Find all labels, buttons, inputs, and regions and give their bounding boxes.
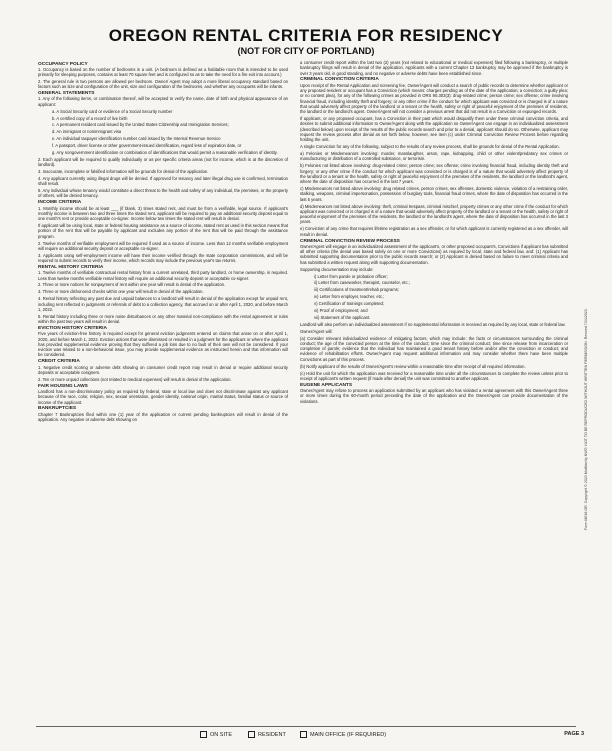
section-heading: BANKRUPTCIES bbox=[38, 406, 77, 412]
onsite-label: ON SITE bbox=[210, 731, 233, 738]
paragraph: 2. Ten or more unpaid collections (not related to medical expenses) will result in denial of the application. bbox=[38, 376, 232, 382]
right-column bbox=[300, 60, 568, 405]
document-subtitle: (NOT FOR CITY OF PORTLAND) bbox=[237, 46, 375, 56]
paragraph: 5. Rental history including three or more noise disturbances or any other material non-compliance with the rental agreement or rules within the past two years will result in denial. bbox=[38, 313, 288, 325]
document-title: OREGON RENTAL CRITERIA FOR RESIDENCY bbox=[108, 26, 504, 45]
paragraph: 3. Inaccurate, incomplete or falsified information will be grounds for denial of the application. bbox=[38, 169, 209, 175]
footer-rule bbox=[36, 726, 576, 727]
list-item: b. A certified copy of a record of live birth bbox=[52, 115, 128, 121]
list-item: d. An immigrant or nonimmigrant visa bbox=[52, 129, 122, 135]
paragraph: 1. Monthly income should be at least ___ (if blank, 3) times stated rent, and must be from a verifiable, legal source. If applicant's monthly income is between two and three times the stated rent, applicant will be required to pay an additional security deposit equal to one month's rent or provide acceptable co-signer. Income below two times the stated rent will result in denial. bbox=[38, 205, 288, 222]
paragraph: Supporting documentation may include: bbox=[300, 266, 374, 272]
left-column bbox=[38, 60, 288, 424]
paragraph: Chapter 7 Bankruptcies filed within one (1) year of the application or current pending bankruptcies will result in denial of the application. Any negative or adverse debt showing on bbox=[38, 411, 288, 423]
paragraph: Landlord has a non-discriminatory policy as required by federal, state or local law and does not discriminate against any applicant because of the race, color, religion, sex, sexual orientation, gender identity, national origin, marital status, familial status or source of income of the applicant. bbox=[38, 388, 288, 405]
paragraph: 3. Applicants using self-employment income will have their income verified through the state corporation commissions, and will be required to submit records to verify their income, which records may include the previous year's tax returns. bbox=[38, 252, 288, 264]
paragraph: b) Felonies not listed above involving: drug-related crime; person crime; sex offense; crime involving financial fraud, including identity theft and forgery; or any other crime if the conduct for which applicant was convicted or is charged is of a nature that would adversely affect property of the landlord or a tenant or the health, safety or right of peaceful enjoyment of the premises of the residents, the landlord or the landlord's agent, where the date of disposition has occurred in the last 7 years. bbox=[300, 163, 568, 185]
section-heading: OCCUPANCY POLICY bbox=[38, 61, 88, 67]
resident-label: RESIDENT bbox=[258, 731, 286, 738]
paragraph: 4. Any applicant currently using illegal drugs will be denied. If approved for tenancy and later illegal drug use is confirmed, termination shall result. bbox=[38, 175, 288, 187]
paragraph: If applicant, or any proposed occupant, has a Conviction in their past which would disqualify them under these criminal conviction criteria, and desires to submit additional information to Owner/Agent along with the application so Owner/Agent can engage in an individualized assessment (described below) upon receipt of the results of the public records search and prior to a denial, applicant should do so. Otherwise, applicant may request the review process after denial as set forth below, however, see item (c) under Criminal Conviction Review Process before regarding holding the unit. bbox=[300, 116, 568, 143]
paragraph: e) Conviction of any crime that requires lifetime registration as a sex offender, or for which applicant is currently registered as a sex offender, will result in denial. bbox=[300, 226, 568, 237]
footer bbox=[0, 728, 612, 742]
list-item: iii) Certifications of treatment/rehab programs; bbox=[314, 287, 399, 293]
paragraph: 3. Three or more dishonored checks within one year will result in denial of the application. bbox=[38, 289, 204, 295]
onsite-checkbox[interactable] bbox=[200, 731, 232, 738]
list-item: f. A passport, driver license or other government-issued identification, regard less of expiration date, or bbox=[52, 143, 242, 149]
paragraph: Upon receipt of the Rental Application and screening fee, Owner/Agent will conduct a search of public records to determine whether applicant or any proposed resident or occupant has a Conviction (which means: charges pending as of the date of the application; a conviction; a guilty plea; or no contest plea), for any of the following crimes as provided in ORS 90.303(3): drug-related crime; person crime; sex offense; crime involving financial fraud, including identity theft and forgery; or any other crime if the conduct for which applicant was convicted or is charged is of a nature that would adversely affect property of the landlord or a tenant or the health, safety or right of peaceful enjoyment of the premises of residents, the landlord or the landlord's agent. Owner/Agent will not consider a previous arrest that did not result in a Conviction or expunged records. bbox=[300, 82, 568, 115]
paragraph: Landlord will also perform an individualized assessment if no supplemental information is received as required by any local, state or federal law. bbox=[300, 321, 566, 327]
paragraph: 1. Twelve months of verifiable contractual rental history from a current unrelated, third party landlord, or home ownership, is required. Less than twelve months verifiable rental history will require an additional security deposit or acceptable co-signer. bbox=[38, 270, 288, 281]
list-item: ii) Letter from caseworker, therapist, counselor, etc.; bbox=[314, 280, 410, 286]
section-heading: GENERAL STATEMENTS bbox=[38, 91, 95, 97]
paragraph: 4. Rental history reflecting any past due and unpaid balances to a landlord will result in denial of the application except for unpaid rent, including rent reflected in judgments or referrals of debt to a collection agency, that accrued on or after April 1, 2020, and before March 1, 2022. bbox=[38, 296, 288, 312]
paragraph: 2. Three or more notices for nonpayment of rent within one year will result in denial of the application. bbox=[38, 282, 226, 288]
paragraph: 2. The general rule is two persons are allowed per bedroom. Owner/ Agent may adopt a more liberal occupancy standard based on factors such as size and configuration of the unit, size and configuration of the bedrooms, and whether any occupants will be infants. bbox=[38, 78, 288, 90]
section-heading: INCOME CRITERIA bbox=[38, 200, 82, 206]
paragraph: (a) Consider relevant individualized evidence of mitigating factors, which may include: the facts or circumstances surrounding the criminal conduct; the age of the convicted person at the time of the conduct; time since the criminal conduct; time since release from incarceration or completion of parole; evidence that the individual has maintained a good tenant history before and/or after the conviction or conduct; and evidence of rehabilitation efforts. Owner/Agent may request additional information and may consider whether there have been multiple Convictions as part of this process. bbox=[300, 335, 568, 362]
paragraph: d) Misdemeanors not listed above involving: theft, criminal trespass, criminal mischief, property crimes or any other crime if the conduct for which applicant was convicted or is charged is of a nature that would adversely affect property of the landlord or a tenant or the health, safety or right of peaceful enjoyment of the premises of the residents, the landlord or the landlord's agent, where the date of disposition has occurred in the last 3 years. bbox=[300, 203, 568, 225]
section-heading: CRIMINAL CONVICTION CRITERIA bbox=[300, 77, 379, 83]
side-copyright-note: Form M018 OR. Copyright © 2023 Multifamily NW®. NOT TO BE REPRODUCED WITHOUT WRITTEN PERMISSION. Revised 7/24/2023. bbox=[584, 308, 588, 530]
paragraph: A single Conviction for any of the following, subject to the results of any review process, shall be grounds for denial of the Rental Application. bbox=[300, 144, 560, 150]
main-office-checkbox[interactable] bbox=[300, 731, 386, 738]
section-heading: CRIMINAL CONVICTION REVIEW PROCESS bbox=[300, 238, 400, 244]
paragraph: 2. Each applicant will be required to qualify individually or as per specific criteria areas (not for income, which is at the discretion of landlord). bbox=[38, 156, 288, 168]
paragraph: Owner/Agent will: bbox=[300, 328, 333, 334]
paragraph: Five years of eviction-free history is required except for general eviction judgments entered on claims that arose on or after April 1, 2020, and before March 1, 2022. Eviction actions that were dismissed or resulted in a judgment for the applicant or where the applicant has provided supplemental evidence proving that they suffered a job loss due to no fault of their own will not be considered. If your eviction was related to a non-behavioral issue, you may provide supplemental evidence as instructed herein and that information will be considered. bbox=[38, 331, 288, 358]
paragraph: a) Felonies or Misdemeanors involving: murder, manslaughter, arson, rape, kidnapping, child or other violent/predatory sex crimes or manufacturing or distribution of a controlled substance, or terrorism. bbox=[300, 151, 568, 162]
paragraph: Owner/Agent will engage in an individualized assessment of the applicant's, or other proposed occupant's, Convictions if applicant has submitted all other criteria (the denial was based solely on one or more Convictions) as required by local, state and federal law, and: (1) Applicant has submitted supporting documentation prior to the public records search; or (2) Applicant is denied based on failure to meet criminal criteria and has submitted a written request along with supporting documentation. bbox=[300, 243, 568, 265]
paragraph: a consumer credit report within the last two (2) years (not related to educational or medical expenses) filed following a bankruptcy, or multiple bankruptcy filings will result in denial of the application. Applicants with a current Chapter 13 bankruptcy may be approved if the bankruptcy is over 3 years old, in good standing, and no negative or adverse debts have been established since. bbox=[300, 60, 568, 76]
paragraph: If applicant will be using local, state or federal housing assistance as a source of income, stated rent as used in this section means that portion of the rent that will be payable by applicant and excludes any portion of the rent that will be paid through the assistance program. bbox=[38, 223, 288, 239]
checkbox-box[interactable] bbox=[248, 731, 255, 738]
section-heading: EVICTION HISTORY CRITERIA bbox=[38, 325, 107, 331]
resident-checkbox[interactable] bbox=[248, 731, 286, 738]
paragraph: 1. Any of the following items, or combination thereof, will be accepted to verify the name, date of birth and physical appearance of an applicant: bbox=[38, 96, 288, 107]
paragraph: (c) Hold the unit for which the application was received for a reasonable time under all the circumstances to complete the review unless prior to receipt of applicant's written request (if made after denial) the unit was committed to another applicant. bbox=[300, 370, 568, 381]
list-item: a. A Social Security card or evidence of a Social Security number bbox=[52, 108, 173, 114]
paragraph: 2. Twelve months of verifiable employment will be required if used as a source of income. Less than 12 months verifiable employment will require an additional security deposit or acceptable co-signer. bbox=[38, 240, 288, 251]
list-item: vii) Statement of the applicant. bbox=[314, 314, 371, 320]
checkbox-box[interactable] bbox=[300, 731, 307, 738]
section-heading: RENTAL HISTORY CRITERIA bbox=[38, 264, 104, 270]
list-item: vi) Proof of employment; and bbox=[314, 307, 368, 313]
paragraph: 1. Negative credit scoring or adverse debt showing on consumer credit report may result in denial or require additional security deposits or acceptable cosigners. bbox=[38, 364, 288, 375]
paragraph: Owner/Agent may refuse to process an application submitted by an applicant who has violated a rental agreement with this Owner/Agent three or more times during the 60-month period preceding the date of the application and the Owner/Agent can provide documentation of the violations. bbox=[300, 387, 568, 404]
section-heading: CREDIT CRITERIA bbox=[38, 359, 80, 365]
page-number: PAGE 3 bbox=[564, 731, 584, 737]
section-heading: EUGENE APPLICANTS bbox=[300, 382, 353, 388]
paragraph: (b) Notify applicant of the results of Owner/Agent's review within a reasonable time after receipt of all required information. bbox=[300, 363, 526, 369]
paragraph: 5. Any individual whose tenancy would constitute a direct threat to the health and safety of any individual, the premises, or the property of others, will be denied tenancy. bbox=[38, 188, 288, 199]
section-heading: FAIR HOUSING LAWS bbox=[38, 383, 88, 389]
paragraph: c) Misdemeanors not listed above involving: drug related crimes, person crimes, sex offenses, domestic violence, violation of a restraining order, stalking, weapons, criminal impersonation, possession of burglary tools, financial fraud crimes, where the date of disposition has occurred in the last 5 years. bbox=[300, 186, 568, 202]
main-office-label: MAIN OFFICE (IF REQUIRED) bbox=[310, 731, 387, 738]
checkbox-box[interactable] bbox=[200, 731, 207, 738]
paragraph: 1. Occupancy is based on the number of bedrooms in a unit. (A bedroom is defined as a habitable room that is intended to be used primarily for sleeping purposes, contains at least 70 square feet and is configured so as to take the need for a fire exit into account.) bbox=[38, 66, 288, 78]
list-item: iv) Letter from employer, teacher, etc.; bbox=[314, 294, 385, 300]
list-item: c. A permanent resident card issued by the United States Citizenship and Immigration Services; bbox=[52, 122, 229, 128]
list-item: e. An individual taxpayer identification number card issued by the Internal Revenue Service bbox=[52, 136, 221, 142]
list-item: i) Letter from parole or probation officer; bbox=[314, 273, 388, 279]
list-item: v) Certification of trainings completed; bbox=[314, 301, 385, 307]
list-item: g. Any nongovernment identification or combination of identifications that would permit a reasonable verification of identity. bbox=[52, 150, 278, 155]
